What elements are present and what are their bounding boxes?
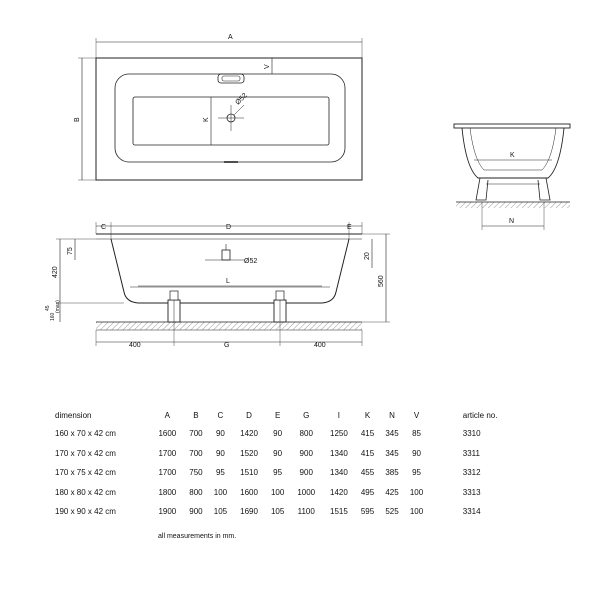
cell-V: 95 [412, 468, 421, 478]
header-B: B [193, 410, 199, 420]
drain-diameter-label: Ø52 [234, 92, 249, 107]
table-row [55, 483, 555, 503]
dim-label-D: D [226, 224, 232, 231]
cell-article-no: 3312 [462, 468, 481, 478]
cell-B: 700 [189, 429, 203, 439]
cell-I: 1340 [330, 468, 348, 478]
cell-E: 95 [273, 468, 283, 478]
cell-B: 900 [189, 507, 203, 517]
spec-table-container [55, 406, 555, 522]
foot-left [168, 291, 180, 322]
section-dim-label-N: N [509, 218, 515, 225]
section-inner [470, 128, 556, 170]
cell-N: 425 [385, 487, 399, 497]
cell-C: 95 [215, 468, 225, 478]
cell-I: 1420 [330, 487, 348, 497]
cell-C: 100 [213, 487, 228, 497]
floor-hatch [96, 322, 362, 330]
cell-E: 90 [273, 429, 283, 439]
foot-right [274, 291, 286, 322]
cell-C: 105 [213, 507, 228, 517]
cell-G: 800 [299, 429, 313, 439]
cell-D: 1510 [240, 468, 258, 478]
dim-label-420: 420 [52, 266, 59, 278]
dim-label-L: L [226, 278, 230, 285]
dim-label-K: K [203, 117, 210, 122]
cell-N: 345 [385, 429, 399, 439]
cell-D: 1520 [240, 448, 258, 458]
table-row [55, 444, 555, 464]
cell-V: 100 [409, 507, 424, 517]
cell-K: 595 [360, 507, 375, 517]
cell-I: 1250 [330, 429, 348, 439]
cell-dimension: 160 x 70 x 42 cm [55, 429, 116, 439]
dim-label-75: 75 [67, 247, 74, 255]
drain-fitting [205, 244, 245, 260]
cell-A: 1700 [158, 448, 177, 458]
header-K: K [364, 410, 371, 420]
top-view [74, 34, 362, 180]
cell-K: 455 [360, 468, 375, 478]
header-I: I [337, 410, 341, 420]
cell-K: 415 [360, 448, 375, 458]
cell-G: 1100 [297, 507, 315, 517]
overflow-inner [222, 76, 240, 81]
table-row [55, 463, 555, 483]
side-body-outline [111, 239, 349, 303]
cell-K: 495 [360, 487, 375, 497]
dim-label-160: 160 [50, 312, 56, 321]
dim-label-400-left: 400 [129, 342, 141, 349]
cell-D: 1420 [240, 429, 258, 439]
side-view [45, 222, 390, 349]
section-rim [454, 124, 570, 128]
section-dim-label-K: K [510, 152, 515, 159]
dim-label-V: V [264, 64, 271, 69]
cell-K: 415 [360, 429, 375, 439]
table-row [55, 502, 555, 522]
header-N: N [389, 410, 395, 420]
dim-label-max: (max) [55, 300, 61, 313]
section-floor-hatch [456, 202, 570, 208]
cell-E: 105 [270, 507, 285, 517]
header-dimension: dimension [55, 410, 92, 420]
cell-G: 900 [299, 468, 313, 478]
dim-label-B: B [74, 117, 81, 122]
cell-dimension: 170 x 70 x 42 cm [55, 448, 116, 458]
drain-symbol [218, 105, 244, 131]
table-row [55, 424, 555, 444]
cell-A: 1800 [158, 487, 177, 497]
cell-C: 90 [215, 448, 225, 458]
cell-N: 385 [385, 468, 399, 478]
cell-dimension: 180 x 80 x 42 cm [55, 487, 116, 497]
cell-dimension: 190 x 90 x 42 cm [55, 507, 116, 517]
cell-article-no: 3314 [462, 507, 481, 517]
dim-label-20: 20 [364, 252, 371, 260]
dim-label-C: C [101, 224, 107, 231]
cell-N: 345 [385, 448, 399, 458]
dim-label-G: G [224, 342, 230, 349]
section-view [454, 124, 570, 230]
header-A: A [164, 410, 170, 420]
cell-article-no: 3313 [462, 487, 481, 497]
cell-dimension: 170 x 75 x 42 cm [55, 468, 116, 478]
cell-D: 1690 [240, 507, 258, 517]
cell-A: 1700 [158, 468, 177, 478]
header-E: E [274, 410, 281, 420]
header-article-no: article no. [462, 410, 498, 420]
cell-E: 90 [273, 448, 283, 458]
cell-V: 90 [412, 448, 421, 458]
cell-I: 1515 [330, 507, 348, 517]
cell-N: 525 [385, 507, 399, 517]
dim-label-E: E [347, 224, 352, 231]
dim-label-A: A [228, 34, 233, 41]
cell-A: 1900 [158, 507, 177, 517]
section-feet [476, 178, 550, 200]
cell-D: 1600 [240, 487, 258, 497]
header-G: G [303, 410, 310, 420]
header-C: C [217, 410, 224, 420]
cell-G: 1000 [297, 487, 316, 497]
cell-B: 750 [189, 468, 203, 478]
measurement-footnote: all measurements in mm. [158, 533, 237, 540]
cell-E: 100 [270, 487, 285, 497]
cell-V: 85 [412, 429, 421, 439]
cell-article-no: 3310 [462, 429, 481, 439]
dim-label-45: 45 [45, 305, 51, 311]
cell-C: 90 [215, 429, 225, 439]
side-drain-label: Ø52 [244, 258, 258, 265]
spec-table-header-row [55, 406, 555, 424]
dim-label-560: 560 [378, 275, 385, 287]
cell-B: 700 [189, 448, 203, 458]
dim-label-400-right: 400 [314, 342, 326, 349]
cell-G: 900 [299, 448, 313, 458]
cell-V: 100 [409, 487, 424, 497]
header-D: D [246, 410, 252, 420]
cell-article-no: 3311 [462, 448, 480, 458]
cell-B: 800 [189, 487, 203, 497]
cell-A: 1600 [158, 429, 177, 439]
cell-I: 1340 [330, 448, 348, 458]
header-V: V [413, 410, 420, 420]
spec-table [55, 406, 555, 522]
